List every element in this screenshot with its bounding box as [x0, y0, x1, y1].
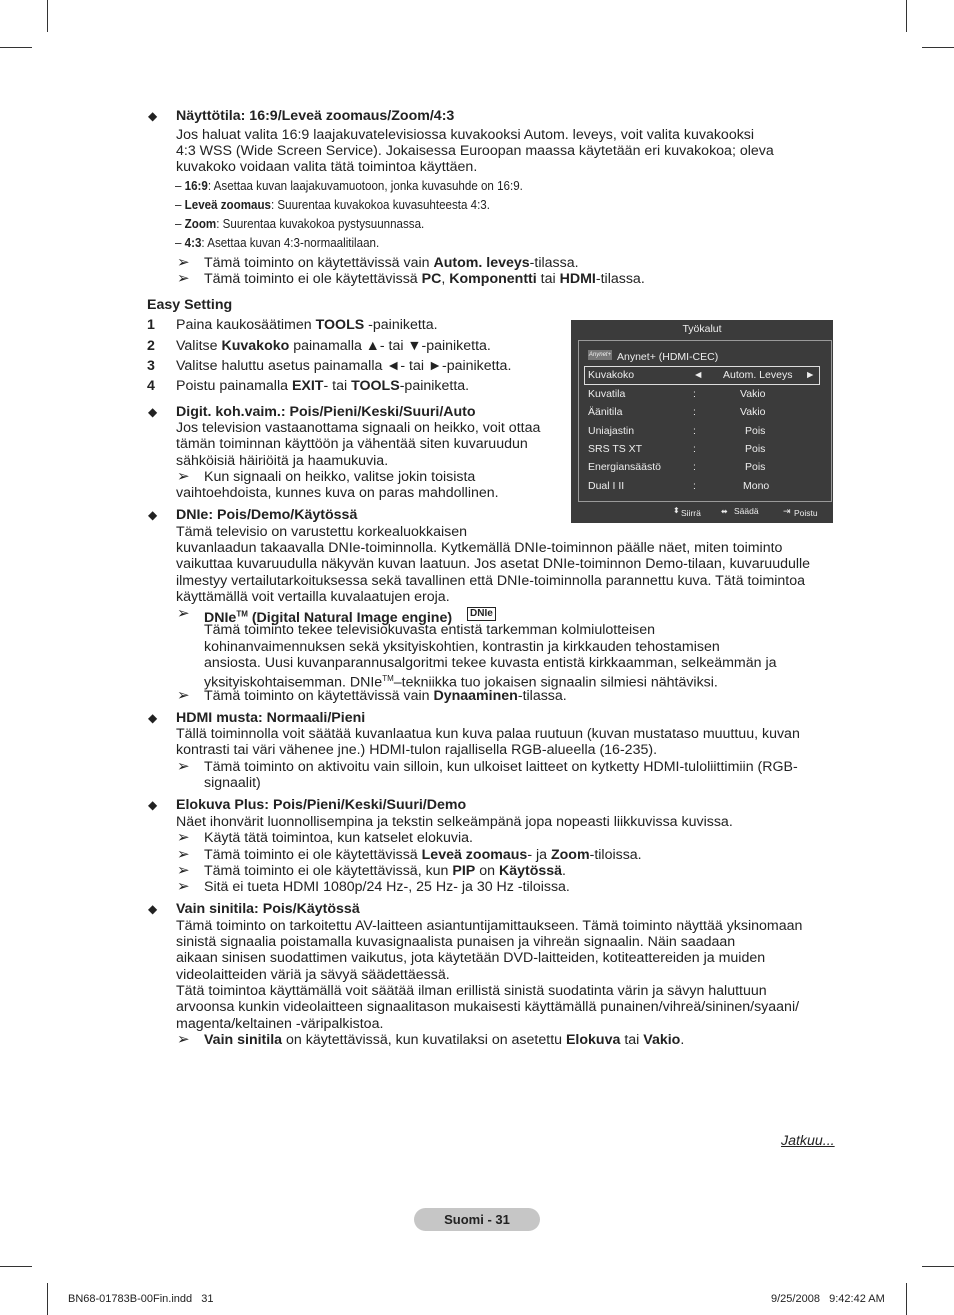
- note-arrow-icon: ➢: [177, 270, 190, 287]
- bullet-icon: ◆: [148, 109, 158, 123]
- option-item: – Leveä zoomaus: Suurentaa kuvakokoa kuvasuhteesta 4:3.: [175, 198, 490, 212]
- dnie-logo: DNIe: [467, 607, 496, 621]
- paragraph-line: Tätä toimintoa käyttämällä voit säätää ilman erillistä sinistä suodatinta värin ja sävyn haluttuun: [176, 983, 767, 999]
- note-arrow-icon: ➢: [177, 254, 190, 271]
- footer-move-label: Siirrä: [681, 508, 701, 518]
- note-arrow-icon: ➢: [177, 829, 190, 846]
- note-arrow-icon: ➢: [177, 846, 190, 863]
- footer-exit-label: Poistu: [794, 508, 818, 518]
- paragraph-line: Tällä toiminnolla voit säätää kuvanlaatua kun kuva palaa ruutuun (kuvan mustataso muuttuu, kuvan: [176, 726, 800, 742]
- note: Käytä tätä toimintoa, kun katselet elokuvia.: [204, 830, 473, 846]
- section-title: Digit. koh.vaim.: Pois/Pieni/Keski/Suuri/Auto: [176, 404, 476, 420]
- menu-row-value: Pois: [745, 461, 766, 473]
- option-item: – 4:3: Asettaa kuvan 4:3-normaalitilaan.: [175, 236, 380, 250]
- paragraph-line: kohinanvaimennuksen sekä yksityiskohtien, kontrastin ja kirkkauden tehostamisen: [204, 639, 720, 655]
- paragraph-line: ilmestyy vertailutarkoituksessa sekä tavallinen että DNIe-toiminnolla parannettu kuva. Tätä toimintoa: [176, 573, 806, 589]
- footer-file-name: BN68-01783B-00Fin.indd 31: [68, 1293, 214, 1305]
- menu-row-label[interactable]: Dual I II: [588, 480, 625, 492]
- menu-left-arrow-icon[interactable]: ◄: [693, 369, 704, 381]
- paragraph-line: Tämä toiminto tekee televisiokuvasta entistä tarkemman kolmiulotteisen: [204, 622, 656, 638]
- option-item: – Zoom: Suurentaa kuvakokoa pystysuunnassa.: [175, 217, 425, 231]
- left-right-arrow-icon: ⬌: [721, 507, 728, 516]
- section-title: DNIe: Pois/Demo/Käytössä: [176, 507, 358, 523]
- menu-row-value: Autom. Leveys: [723, 369, 793, 381]
- menu-row-separator: :: [693, 443, 696, 455]
- section-title: Elokuva Plus: Pois/Pieni/Keski/Suuri/Demo: [176, 797, 467, 813]
- menu-row-label[interactable]: Uniajastin: [588, 425, 635, 437]
- note: Kun signaali on heikko, valitse jokin toisista: [204, 469, 476, 485]
- bullet-icon: ◆: [148, 902, 158, 916]
- note-arrow-icon: ➢: [177, 878, 190, 895]
- menu-row-value: Vakio: [740, 406, 766, 418]
- step-number: 4: [147, 378, 155, 394]
- dnie-heading: DNIe™ (Digital Natural Image engine): [204, 609, 453, 626]
- step-number: 3: [147, 358, 155, 374]
- note-arrow-icon: ➢: [177, 687, 190, 704]
- crop-mark: [922, 47, 954, 48]
- step-text: Paina kaukosäätimen TOOLS -painiketta.: [176, 317, 438, 333]
- step-text: Valitse Kuvakoko painamalla ▲- tai ▼-painiketta.: [176, 338, 491, 354]
- paragraph-line: Jos haluat valita 16:9 laajakuvatelevisiossa kuvakooksi Autom. leveys, voit valita kuvakooksi: [176, 127, 755, 143]
- menu-row-label[interactable]: Äänitila: [588, 406, 623, 418]
- tools-menu-screenshot: [571, 320, 833, 523]
- menu-right-arrow-icon[interactable]: ►: [805, 369, 816, 381]
- footer-date: 9/25/2008 9:42:42 AM: [771, 1293, 885, 1305]
- note: Tämä toiminto ei ole käytettävissä Leveä zoomaus- ja Zoom-tiloissa.: [204, 847, 642, 863]
- menu-row-separator: :: [693, 406, 696, 418]
- step-number: 2: [147, 338, 155, 354]
- crop-mark: [922, 1266, 954, 1267]
- step-text: Valitse haluttu asetus painamalla ◄- tai ►-painiketta.: [176, 358, 512, 374]
- note: Tämä toiminto on käytettävissä vain Autom. leveys-tilassa.: [204, 255, 579, 271]
- crop-mark: [47, 0, 48, 32]
- tools-menu-frame: [578, 340, 832, 502]
- crop-mark: [906, 1283, 907, 1315]
- footer-adjust-label: Säädä: [734, 506, 759, 516]
- menu-row-value: Vakio: [740, 388, 766, 400]
- menu-row-value: Mono: [743, 480, 770, 492]
- paragraph-line: sinistä signaalia poistamalla kuvasignaalista punaisen ja vihreän signaalin. Näin saadaan: [176, 934, 736, 950]
- menu-row-separator: :: [693, 480, 696, 492]
- menu-row-value: Pois: [745, 443, 766, 455]
- paragraph-line: aikaan sinisen suodattimen vaikutus, jota käytetään DVD-laitteiden, kotiteattereiden ja muiden: [176, 950, 766, 966]
- note: Tämä toiminto on käytettävissä vain Dynaaminen-tilassa.: [204, 688, 567, 704]
- paragraph-line: sähköisiä häiriöitä ja haamukuvia.: [176, 453, 389, 469]
- menu-row-label[interactable]: Kuvatila: [588, 388, 626, 400]
- up-down-arrow-icon: ⬍: [673, 506, 680, 515]
- note: Vain sinitila on käytettävissä, kun kuvatilaksi on asetettu Elokuva tai Vakio.: [204, 1032, 685, 1048]
- paragraph-line: 4:3 WSS (Wide Screen Service). Jokaisessa Euroopan maassa käytetään eri kuvakokoa; oleva: [176, 143, 774, 159]
- paragraph-line: Tämä toiminto on tarkoitettu AV-laitteen asiantuntijamittaukseen. Tämä toiminto näyttää yksinomaan: [176, 918, 803, 934]
- crop-mark: [906, 0, 907, 32]
- note-arrow-icon: ➢: [177, 1031, 190, 1048]
- bullet-icon: ◆: [148, 405, 158, 419]
- continued-text: Jatkuu...: [781, 1133, 835, 1149]
- note-arrow-icon: ➢: [177, 862, 190, 879]
- section-title: Näyttötila: 16:9/Leveä zoomaus/Zoom/4:3: [176, 108, 455, 124]
- selected-row-highlight: [584, 366, 820, 385]
- paragraph-line: käyttämällä voit vertailla kuvalaatujen eroja.: [176, 589, 450, 605]
- menu-row-label[interactable]: Kuvakoko: [588, 369, 635, 381]
- paragraph-line: ansiosta. Uusi kuvanparannusalgoritmi tekee kuvasta entistä kirkkaamman, selkeämmän ja: [204, 655, 777, 671]
- crop-mark: [0, 1266, 32, 1267]
- step-text: Poistu painamalla EXIT- tai TOOLS-painiketta.: [176, 378, 470, 394]
- note: Sitä ei tueta HDMI 1080p/24 Hz-, 25 Hz- ja 30 Hz -tiloissa.: [204, 879, 570, 895]
- note-arrow-icon: ➢: [177, 605, 190, 622]
- menu-row-label[interactable]: SRS TS XT: [588, 443, 643, 455]
- paragraph-line: videolaitteiden väriä ja sävyä säädettäessä.: [176, 967, 450, 983]
- note-arrow-icon: ➢: [177, 468, 190, 485]
- page-label: Suomi - 31: [444, 1212, 510, 1227]
- step-number: 1: [147, 317, 155, 333]
- exit-icon: ⇥: [783, 506, 791, 516]
- section-title: Vain sinitila: Pois/Käytössä: [176, 901, 360, 917]
- note: Tämä toiminto ei ole käytettävissä PC, Komponentti tai HDMI-tilassa.: [204, 271, 645, 287]
- menu-row-separator: :: [693, 388, 696, 400]
- note-arrow-icon: ➢: [177, 758, 190, 775]
- bullet-icon: ◆: [148, 508, 158, 522]
- section-title: HDMI musta: Normaali/Pieni: [176, 710, 366, 726]
- option-item: – 16:9: Asettaa kuvan laajakuvamuotoon, jonka kuvasuhde on 16:9.: [175, 179, 523, 193]
- anynet-logo: Anynet+: [588, 352, 612, 358]
- paragraph-line: kontrasti tai väri vähenee jne.) HDMI-tulon rajallisella RGB-alueella (16-235).: [176, 742, 658, 758]
- note: Tämä toiminto on aktivoitu vain silloin, kun ulkoiset laitteet on kytketty HDMI-tuloliittimiin (RGB-: [204, 759, 798, 775]
- bullet-icon: ◆: [148, 798, 158, 812]
- note: signaalit): [204, 775, 261, 791]
- paragraph-line: arvoonsa kunkin videolaitteen signaalitason mukaisesti käyttämällä punainen/vihreä/sininen/syaani/: [176, 999, 800, 1015]
- bullet-icon: ◆: [148, 711, 158, 725]
- menu-row-separator: :: [693, 461, 696, 473]
- note: vaihtoehdoista, kunnes kuva on paras mahdollinen.: [176, 485, 499, 501]
- easy-setting-heading: Easy Setting: [147, 297, 233, 313]
- paragraph-line: Jos television vastaanottama signaali on heikko, voit ottaa: [176, 420, 541, 436]
- anynet-menu-item[interactable]: Anynet+ (HDMI-CEC): [617, 351, 719, 363]
- menu-row-label[interactable]: Energiansäästö: [588, 461, 661, 473]
- paragraph-line: vaikuttaa kuvaruudulla näkyvän kuvan laatuun. Jos asetat DNIe-toiminnon Demo-tilaan, kuvaruudulle: [176, 556, 811, 572]
- tools-menu-title: Työkalut: [682, 323, 722, 335]
- paragraph-line: kuvanlaadun takaavalla DNIe-toiminnolla. Kytkemällä DNIe-toiminnon päälle näet, miten toiminto: [176, 540, 783, 556]
- menu-row-value: Pois: [745, 425, 766, 437]
- crop-mark: [47, 1283, 48, 1315]
- menu-row-separator: :: [693, 425, 696, 437]
- paragraph-line: Tämä televisio on varustettu korkealuokkaisen: [176, 524, 467, 540]
- paragraph-line: kuvakoko voidaan valita tätä toimintoa käyttäen.: [176, 159, 478, 175]
- crop-mark: [0, 47, 32, 48]
- paragraph-line: magenta/keltainen -väripalkistoa.: [176, 1016, 384, 1032]
- note: Tämä toiminto ei ole käytettävissä, kun PIP on Käytössä.: [204, 863, 566, 879]
- paragraph-line: yksityiskohtaisemman. DNIe™–tekniikka tuo jokaisen signaalin silmiesi nähtäviksi.: [204, 674, 718, 691]
- paragraph-line: Näet ihonvärit luonnollisempina ja tekstin selkeämpänä jopa nopeasti liikkuvissa kuvissa.: [176, 814, 733, 830]
- paragraph-line: tämän toiminnan käyttöön ja vähentää siten kuvaruudun: [176, 436, 528, 452]
